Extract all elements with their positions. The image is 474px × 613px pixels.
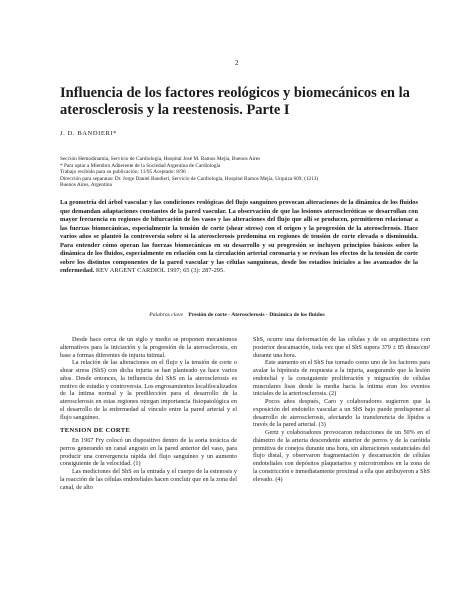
paragraph: Desde hace cerca de un siglo y medio se proponen mecanismos alternativos para la iniciación y la progresión de la aterosclerosis, en base a formas diferentes de injuria intimal.: [60, 336, 237, 359]
section-heading: TENSION DE CORTE: [60, 427, 131, 435]
affiliation-line: Buenos Aires, Argentina: [60, 182, 112, 189]
affiliation-line: * Para optar a Miembro Adherente de la Sociedad Argentina de Cardiología: [60, 162, 221, 169]
affiliation-line: Trabajo recibido para su publicación: 11/95 Aceptado: 8/96: [60, 169, 186, 176]
citation: REV ARGENT CARDIOL 1997; 65 (3): 287-295.: [95, 267, 225, 275]
page-number: 2: [235, 59, 239, 67]
paragraph: Gertz y colaboradores provocaron reducciones de un 50% en el diámetro de la arteria descendente anterior de perros y de la carótida primitiva de conejos durante una hora, sin alteraciones sustanciales del flujo distal, y observaron fragmentación y descamación de células endoteliales con depósitos plaquetarios y microtrombos en la zona de la constricción e inmediatamente proximal a ella que atribuyeron a ShS elevado. (4): [253, 429, 430, 483]
affiliation-block: [60, 156, 420, 189]
paragraph: ShS, ocurre una deformación de las células y de su arquitectura con posterior descamación, toda vez que el ShS supera 379 ± 85 dinas/cm² durante una hora.: [253, 336, 430, 359]
article-title: Influencia de los factores reológicos y biomecánicos en la aterosclerosis y la reestenosis. Parte I: [60, 85, 410, 118]
keywords-label: Palabras clave: [149, 312, 184, 318]
author-line: J. D. BANDIERI*: [60, 130, 118, 137]
abstract-text: La geometría del árbol vascular y las condiciones reológicas del flujo sanguíneo provocan alteraciones de la dinámica de los fluidos que demandan adaptaciones constantes de la pared vascular. La observación de que las lesiones ateroscleróticas se desarrollan con mayor frecuencia en regiones de bifurcación de los vasos y las alteraciones del flujo que allí se producen, permitieron relacionar a las fuerzas biomecánicas, especialmente la tensión de corte (shear stress) con el origen y la progresión de la aterosclerosis. Hace varios años se planteó la controversia sobre si la aterosclerosis predomina en regiones de tensión de corte elevada o disminuida. Para entender cómo operan las fuerzas biomecánicas en su desarrollo y su progresión se incluyen principios básicos sobre la dinámica de los fluidos, especialmente en relación con la circulación arterial coronaria y se revisan los efectos de la tensión de corte sobre los distintos componentes de la pared vascular y las células sanguíneas, desde los estadios iniciales a los avanzados de la enfermedad.: [60, 199, 418, 275]
keywords-terms: Presión de corte - Aterosclerosis - Dinámica de los fluidos: [188, 312, 325, 318]
paragraph: Este aumento en el ShS fue tomado como uno de los factores para avalar la hipótesis de respuesta a la injuria, asegurando que la lesión endotelial y la consiguiente proliferación y migración de células musculares lisas desde la media hacia la íntima eran los eventos iniciales de la arteriosclerosis. (2): [253, 359, 430, 398]
left-column: [60, 336, 237, 491]
right-column: [253, 336, 430, 483]
affiliation-line: Dirección para separatas: Dr. Jorge Daniel Bandieri, Servicio de Cardiología, Hospital Ramos Mejía, Urquiza 609, (1213): [60, 175, 319, 182]
abstract: [60, 199, 418, 276]
paragraph: Pocos años después, Caro y colaboradores sugierren que la exposición del endotelio vascular a un ShS bajo puede predisponer al desarrollo de aterosclerosis, afectando la transferencia de lípidos a través de la pared arterial. (3): [253, 398, 430, 429]
affiliation-line: Sección Hemodinamia, Servicio de Cardiología, Hospital José M. Ramos Mejía, Buenos Aires: [60, 156, 261, 162]
paragraph: La relación de las alteraciones en el flujo y la tensión de corte o shear stress (ShS) con dicha injuria se han planteado ya hace varios años. Desde entonces, la influencia del ShS en la aterosclerosis es motivo de estudio y controversia. Los engrosamientos localilocalizados de la íntima normal y la predilección para el desarrollo de la aterosclerosis en estas regiones otorgan importancia fisiopatológica en el desarrollo de la enfermedad al vínculo entre la pared arterial y el flujo sanguíneo.: [60, 359, 237, 421]
paragraph: Las mediciones del ShS en la entrada y el cuerpo de la estenosis y la reacción de las células endoteliales hacen concluir que en la zona del canal, de alto: [60, 468, 237, 491]
keywords-line: [0, 312, 474, 318]
paragraph: En 1967 Fry colocó un dispositivo dentro de la aorta torácica de perros generando un canal angosto en la pared anterior del vaso, para producir una convergencia rápida del flujo sanguíneo y un aumento consiguiente de la velocidad. (1): [60, 437, 237, 468]
